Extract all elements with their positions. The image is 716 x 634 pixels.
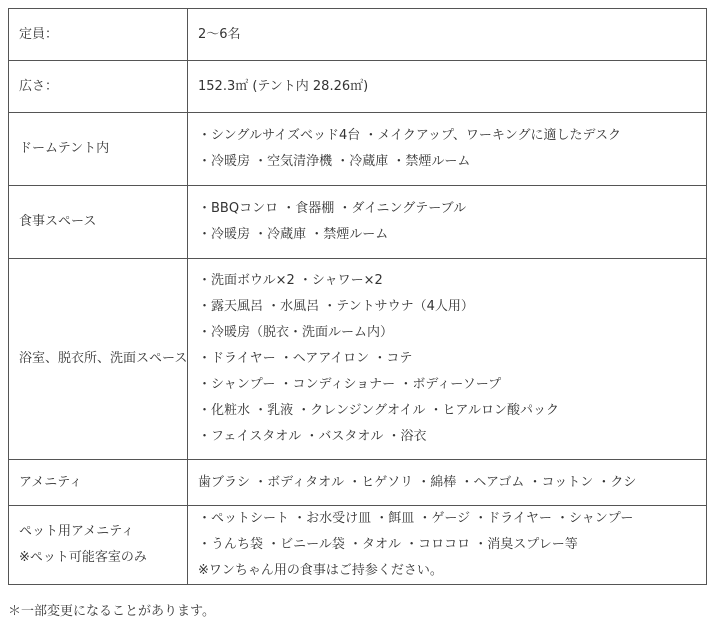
table-row-bath (9, 259, 707, 460)
row-value (188, 506, 707, 585)
table-row-amenities (9, 460, 707, 506)
row-value-line: ・フェイスタオル ・バスタオル ・浴衣 (198, 429, 427, 444)
row-value-line: ・ドライヤー ・ヘアアイロン ・コテ (198, 351, 413, 366)
table-row-dome-tent (9, 113, 707, 186)
row-label (9, 259, 188, 460)
table-row-dining (9, 186, 707, 259)
row-value-line: ・シングルサイズベッド4台 ・メイクアップ、ワーキングに適したデスク (198, 128, 622, 143)
row-label (9, 460, 188, 506)
table-row-area (9, 61, 707, 113)
row-label (9, 113, 188, 186)
room-spec-table (8, 8, 707, 585)
table-row-pet-amenities (9, 506, 707, 585)
footnote: ＊一部変更になることがあります。 (8, 604, 215, 619)
row-value-line: ・BBQコンロ ・食器棚 ・ダイニングテーブル (198, 201, 467, 216)
row-label-text: ドームテント内 (19, 141, 110, 156)
row-value-line: ・露天風呂 ・水風呂 ・テントサウナ（4人用） (198, 299, 474, 314)
row-label-text: 定員： (19, 26, 59, 42)
row-value-line: 152.3㎡ (テント内 28.26㎡) (198, 78, 369, 94)
row-label (9, 9, 188, 61)
row-label-text: 食事スペース (19, 214, 97, 229)
row-label (9, 61, 188, 113)
table-row-capacity (9, 9, 707, 61)
row-value-line: ・冷暖房 ・冷蔵庫 ・禁煙ルーム (198, 227, 389, 242)
row-value (188, 259, 707, 460)
row-value-line: ・化粧水 ・乳液 ・クレンジングオイル ・ヒアルロン酸パック (198, 403, 559, 418)
row-value (188, 186, 707, 259)
row-value-line: ・洗面ボウル×2 ・シャワー×2 (198, 273, 383, 288)
row-value (188, 9, 707, 61)
row-label (9, 506, 188, 585)
row-value (188, 460, 707, 506)
row-value-line: ・うんち袋 ・ビニール袋 ・タオル ・コロコロ ・消臭スプレー等 (198, 537, 578, 552)
row-label (9, 186, 188, 259)
row-label-text: 広さ： (19, 78, 59, 94)
row-value-line: ・ペットシート ・お水受け皿 ・餌皿 ・ゲージ ・ドライヤー ・シャンプー (198, 511, 634, 526)
row-label-text: ペット用アメニティ (19, 524, 135, 539)
row-value-line: ※ワンちゃん用の食事はご持参ください。 (198, 563, 443, 578)
row-label-text: アメニティ (19, 474, 83, 490)
row-label-text: 浴室、脱衣所、洗面スペース (19, 351, 188, 366)
row-value (188, 61, 707, 113)
row-value-line: ・冷暖房 ・空気清浄機 ・冷蔵庫 ・禁煙ルーム (198, 154, 471, 169)
row-value-line: ・シャンプー ・コンディショナー ・ボディーソープ (198, 377, 502, 392)
row-label-note: ※ペット可能客室のみ (19, 550, 147, 565)
row-value (188, 113, 707, 186)
row-value-line: 2〜6名 (198, 26, 241, 42)
row-value-line: ・冷暖房（脱衣・洗面ルーム内） (198, 325, 394, 340)
row-value-line: 歯ブラシ ・ボディタオル ・ヒゲソリ ・綿棒 ・ヘアゴム ・コットン ・クシ (198, 474, 637, 490)
